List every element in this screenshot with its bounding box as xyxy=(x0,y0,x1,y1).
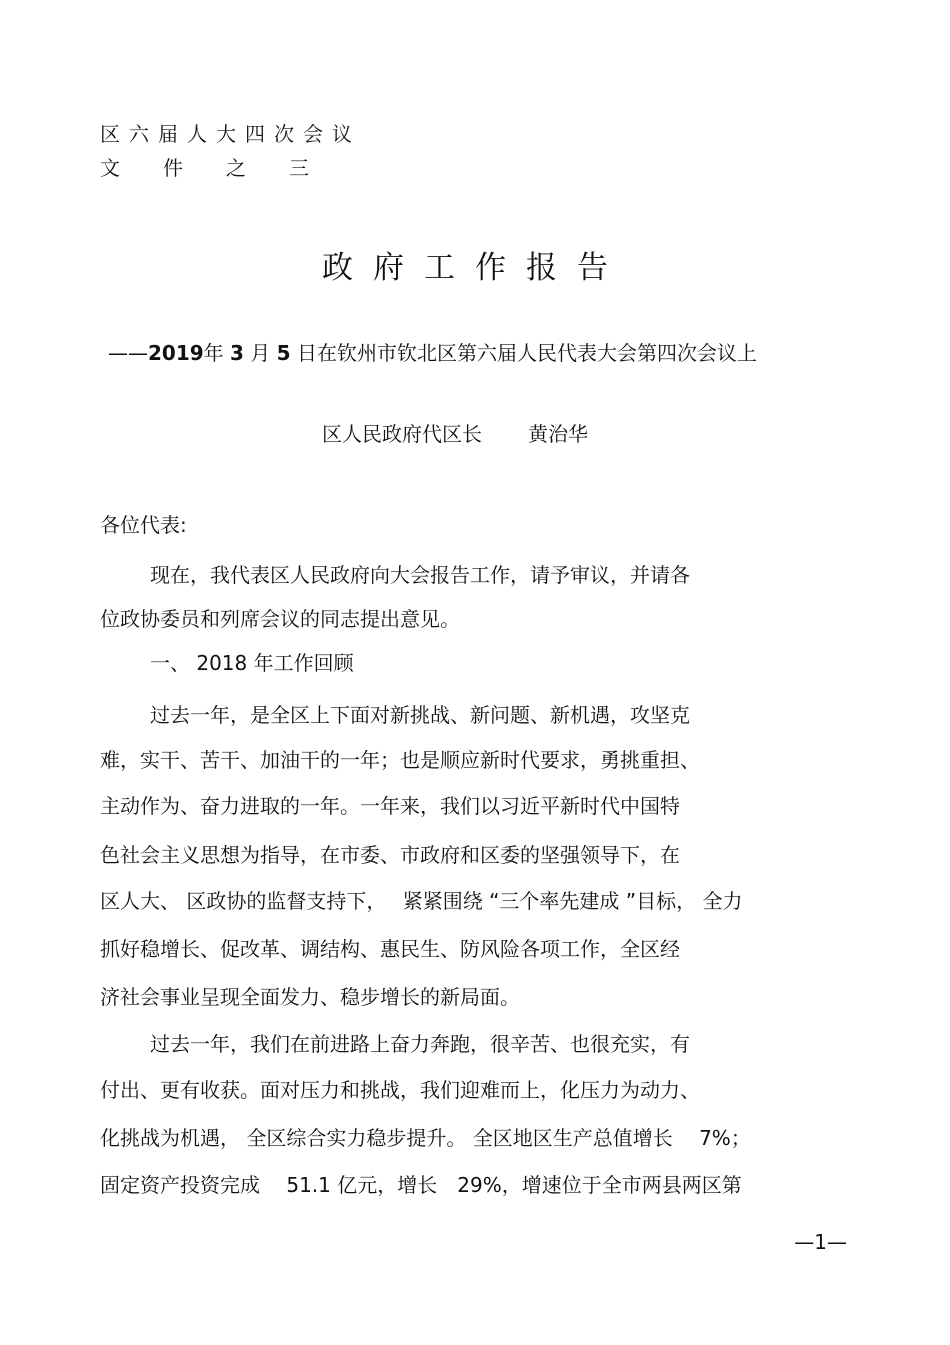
body-line: 过去一年，是全区上下面对新挑战、新问题、新机遇，攻坚克 xyxy=(150,703,690,727)
meeting-label: 区六届人大四次会议 xyxy=(100,122,361,146)
body-line: 现在，我代表区人民政府向大会报告工作，请予审议，并请各 xyxy=(150,563,690,587)
body-line: 过去一年，我们在前进路上奋力奔跑，很辛苦、也很充实，有 xyxy=(150,1032,690,1056)
subtitle-rest: 日在钦州市钦北区第六届人民代表大会第四次会议上 xyxy=(296,341,757,365)
salutation: 各位代表: xyxy=(100,513,187,537)
body-line: 固定资产投资完成 51.1 亿元，增长 29%，增速位于全市两县两区第 xyxy=(100,1173,742,1197)
body-line: 主动作为、奋力进取的一年。一年来，我们以习近平新时代中国特 xyxy=(100,794,680,818)
page-title: 政府工作报告 xyxy=(322,250,628,286)
body-line: 难，实干、苦干、加油干的一年；也是顺应新时代要求，勇挑重担、 xyxy=(100,748,700,772)
author-position: 区人民政府代区长 xyxy=(322,422,482,446)
subtitle-year-unit: 年 xyxy=(203,341,224,365)
author-line xyxy=(322,419,588,449)
document-number-char: 之 xyxy=(226,156,246,180)
body-line: 付出、更有收获。面对压力和挑战，我们迎难而上，化压力为动力、 xyxy=(100,1078,700,1102)
document-number-label xyxy=(100,154,352,182)
report-subtitle xyxy=(108,338,757,368)
body-line: 区人大、 区政协的监督支持下， 紧紧围绕 “三个率先建成 ”目标， 全力 xyxy=(100,889,743,913)
body-line: 抓好稳增长、促改革、调结构、惠民生、防风险各项工作，全区经 xyxy=(100,937,680,961)
subtitle-dash: —— xyxy=(108,341,148,365)
body-line: 化挑战为机遇， 全区综合实力稳步提升。 全区地区生产总值增长 7%； xyxy=(100,1126,751,1150)
document-number-char: 文 xyxy=(100,156,120,180)
body-line: 色社会主义思想为指导，在市委、市政府和区委的坚强领导下，在 xyxy=(100,843,680,867)
subtitle-year: 2019 xyxy=(148,341,204,365)
section-heading: 一、 2018 年工作回顾 xyxy=(150,651,354,675)
body-line: 位政协委员和列席会议的同志提出意见。 xyxy=(100,607,460,631)
document-number-char: 件 xyxy=(163,156,183,180)
subtitle-month: 3 xyxy=(230,341,244,365)
author-name: 黄治华 xyxy=(528,422,588,446)
page-number: —1— xyxy=(794,1230,847,1254)
subtitle-month-unit: 月 xyxy=(250,341,271,365)
body-line: 济社会事业呈现全面发力、稳步增长的新局面。 xyxy=(100,985,520,1009)
subtitle-day: 5 xyxy=(276,341,291,365)
document-number-char: 三 xyxy=(289,156,309,180)
